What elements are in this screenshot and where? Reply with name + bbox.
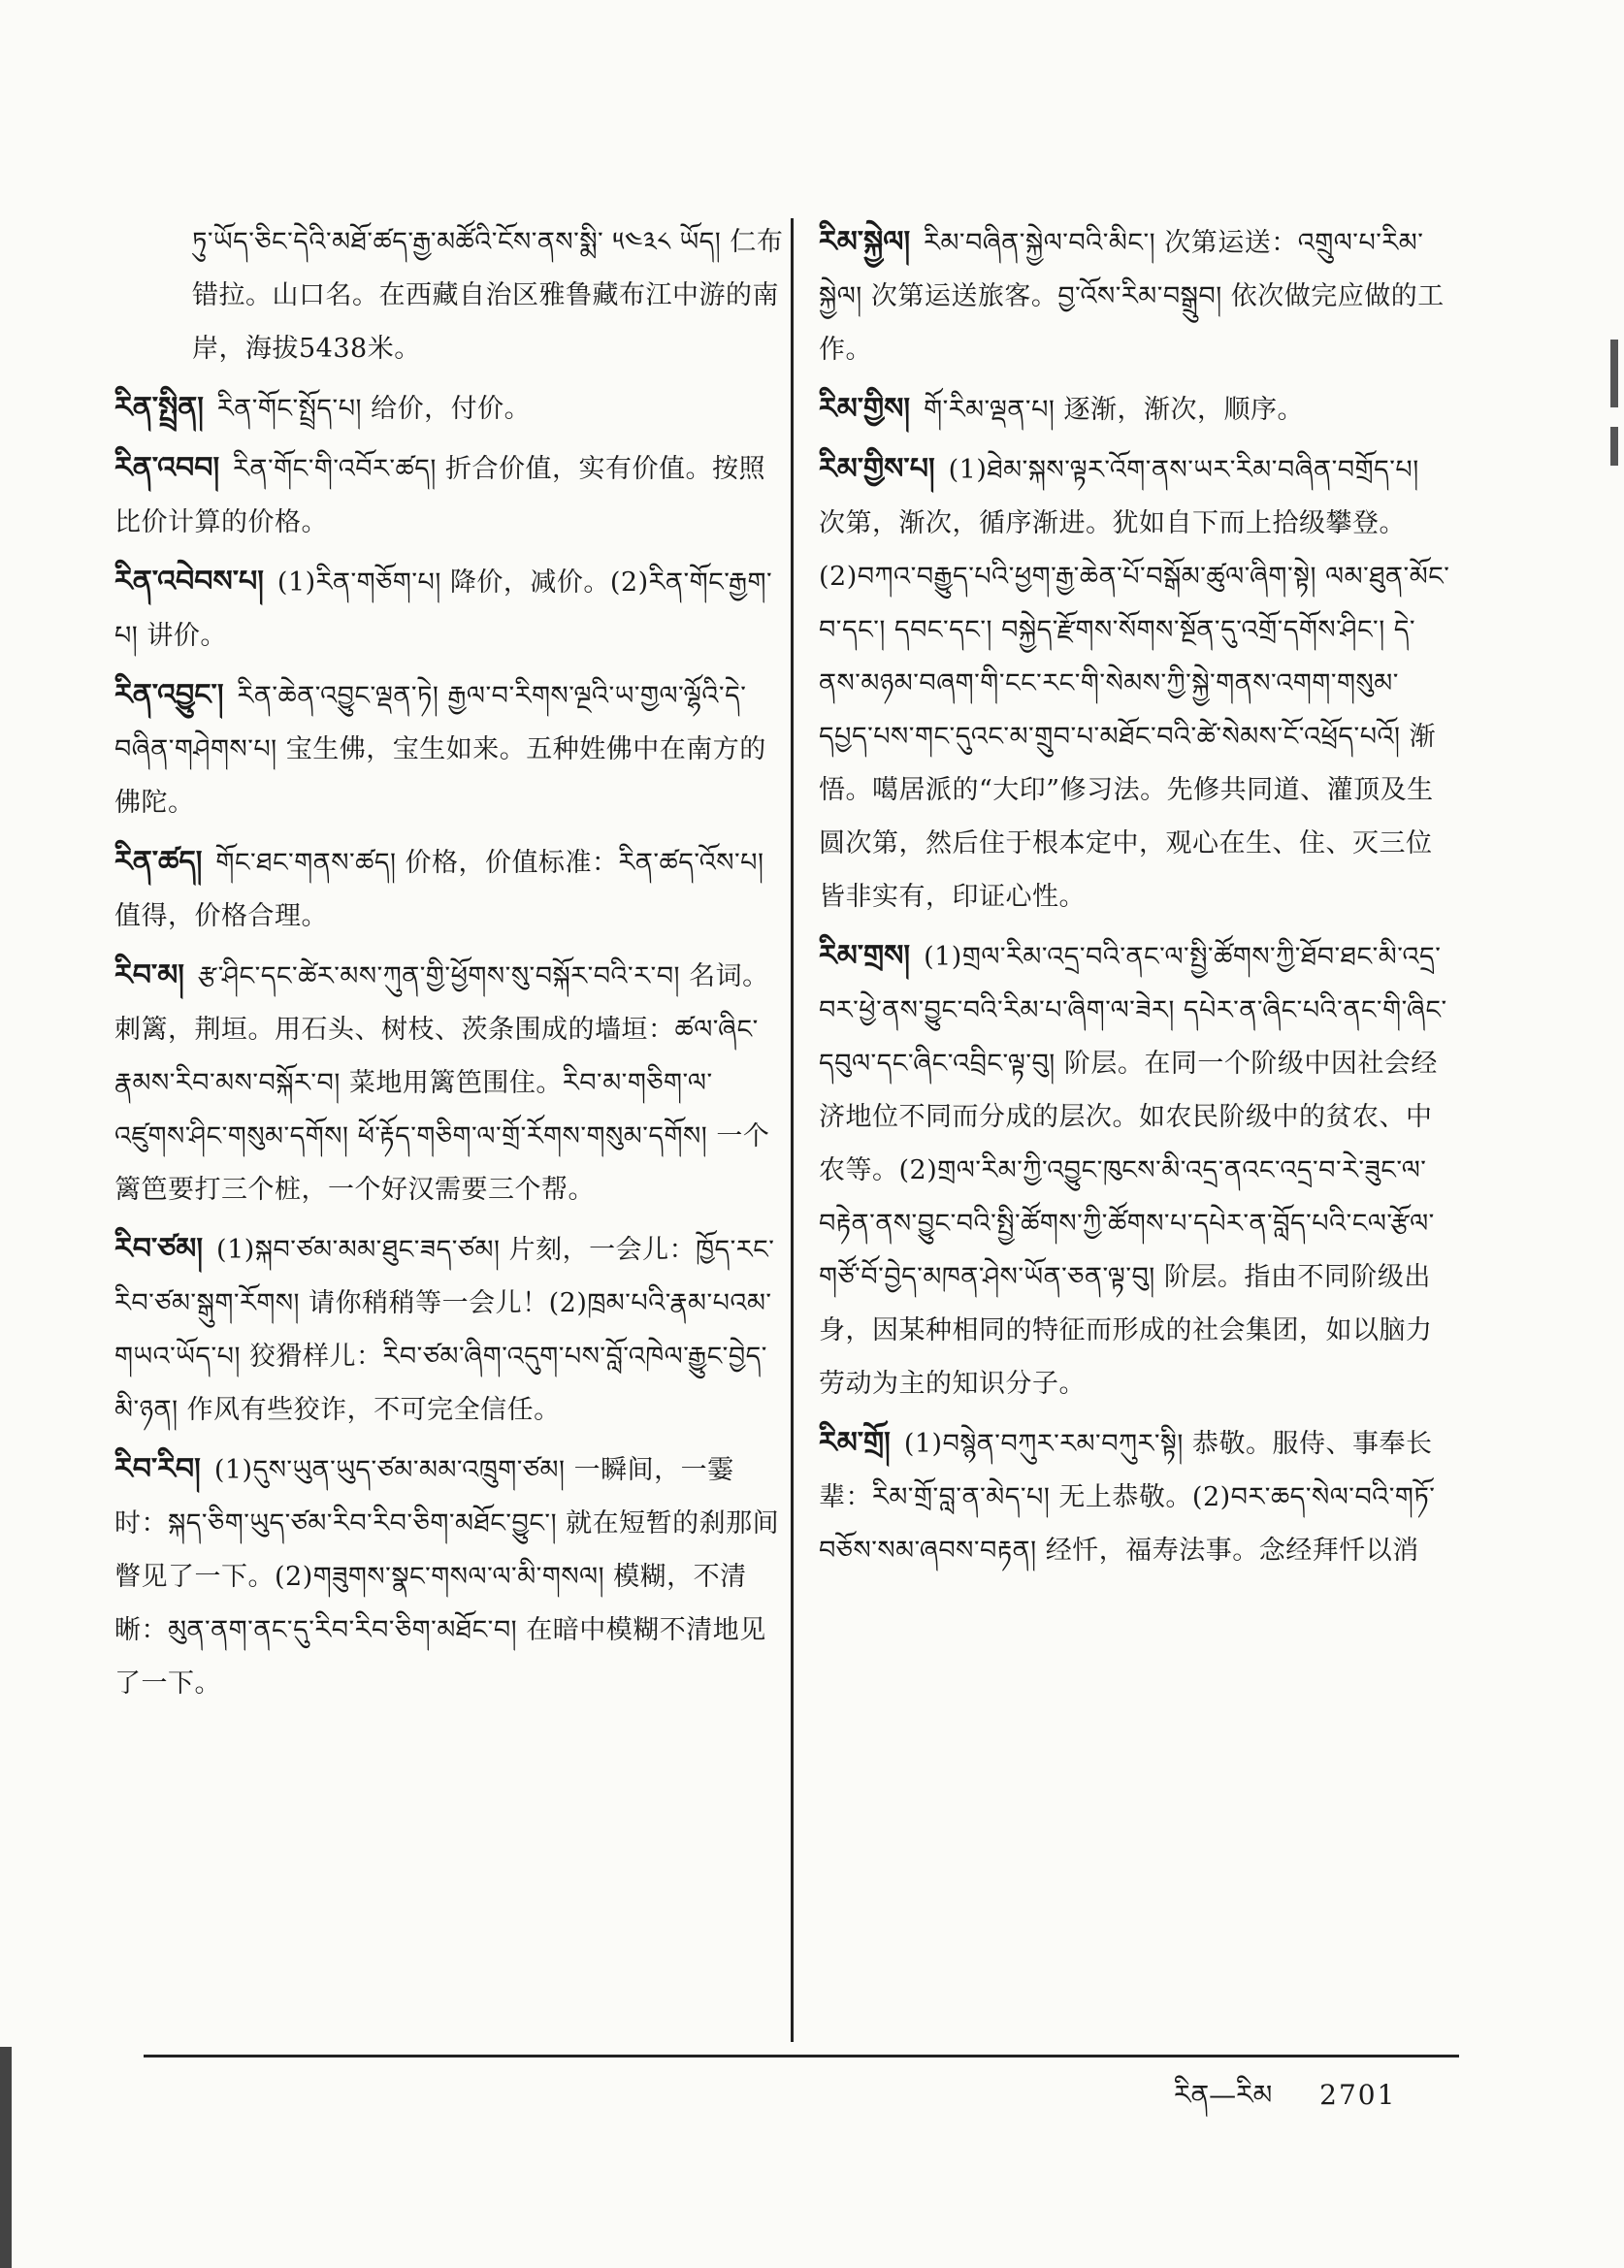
entry-definition: རིམ་བཞིན་སྐྱེལ་བའི་མིང་། 次第运送：འགྲུལ་པ་རིམ་སྐྱེལ། 次第运送旅客。བྱ་འོས་རིམ་བསྒྲུབ། 依次做完应做的工作。 xyxy=(819,228,1445,365)
entry-definition: རྩ་ཤིང་དང་ཚེར་མས་ཀུན་གྱི་ཕྱོགས་སུ་བསྐོར་བའི་ར་བ། 名词。刺篱，荆垣。用石头、树枝、茨条围成的墙垣：ཚལ་ཞིང་རྣམས་རིབ་མས་བསྐོར་བ། 菜地用篱笆围住。རིབ་མ་གཅིག་ལ་འཛུགས་ཤིང་གསུམ་དགོས། ཕོ་རྟོད་གཅིག་ལ་གྲོ་རོགས་གསུམ་དགོས། 一个篱笆要打三个桩，一个好汉需要三个帮。 xyxy=(114,961,770,1205)
entry-definition: གོ་རིམ་ལྡན་པ། 逐渐，渐次，顺序。 xyxy=(924,395,1304,425)
entry-headword: རིབ་རིབ། xyxy=(114,1452,201,1486)
entry-definition: རིན་གོང་གི་འབོར་ཚད། 折合价值，实有价值。按照比价计算的价格。 xyxy=(114,454,765,537)
footer-rule xyxy=(144,2055,1459,2057)
entry-definition: ཏུ་ཡོད་ཅིང་དེའི་མཐོ་ཚད་རྒྱ་མཚོའི་ངོས་ནས་སྨི་ ༥༤༣༨ ཡོད། 仁布错拉。山口名。在西藏自治区雅鲁藏布江中游的南岸，海拔5438米。 xyxy=(192,227,784,364)
entry-definition: རིན་ཆེན་འབྱུང་ལྡན་ཏེ། རྒྱལ་བ་རིགས་ལྔའི་ཡ་གྱལ་ལྷོའི་དེ་བཞིན་གཤེགས་པ། 宝生佛，宝生如来。五种姓佛中在南方的佛陀。 xyxy=(114,681,766,818)
entry-range: རིན—རིམ xyxy=(1174,2079,1273,2111)
entry-headword: རིན་འབབ། xyxy=(114,451,220,485)
entry-headword: རིན་ཚད། xyxy=(114,845,203,879)
entry-headword: རིན་སྤྲིན། xyxy=(114,391,204,425)
entry-headword: རིམ་གྱིས་པ། xyxy=(819,452,935,486)
page-footer xyxy=(1174,2064,1396,2141)
dictionary-entry xyxy=(114,835,786,943)
entry-definition: (1)ཐེམ་སྐས་ལྟར་འོག་ནས་ཡར་རིམ་བཞིན་བགྲོད་པ། 次第，渐次，循序渐进。犹如自下而上拾级攀登。(2)བཀའ་བརྒྱུད་པའི་ཕྱག་རྒྱ་ཆེན་པོ་བསྒོམ་ཚུལ་ཞིག་སྟེ། ལམ་ཐུན་མོང་བ་དང་། དབང་དང་། བསྐྱེད་རྫོགས་སོགས་སྔོན་དུ་འགྲོ་དགོས་ཤིང་། དེ་ནས་མཉམ་བཞག་གི་ངང་རང་གི་སེམས་ཀྱི་སྐྱེ་གནས་འགག་གསུམ་དཔྱད་པས་གང་དུའང་མ་གྲུབ་པ་མཐོང་བའི་ཚེ་སེམས་ངོ་འཕྲོད་པའོ། 渐悟。噶居派的“大印”修习法。先修共同道、灌顶及生圆次第，然后住于根本定中，观心在生、住、灭三位皆非实有，印证心性。 xyxy=(819,455,1450,912)
left-column xyxy=(114,215,786,1716)
entry-definition: (1)བསྙེན་བཀུར་རམ་བཀུར་སྟི། 恭敬。服侍、事奉长辈：རིམ་གྲོ་བླ་ན་མེད་པ། 无上恭敬。(2)བར་ཆད་སེལ་བའི་གཏོ་བཅོས་སམ་ཞབས་བརྟན། 经忏，福寿法事。念经拜忏以消 xyxy=(819,1429,1436,1566)
entry-headword: རིན་འབྱུང་། xyxy=(114,678,224,712)
entry-definition: རིན་གོང་སྤྲོད་པ། 给价，付价。 xyxy=(216,394,532,424)
dictionary-entry xyxy=(114,1222,786,1437)
dictionary-entry xyxy=(114,381,786,436)
entry-definition: (1)རིན་གཅོག་པ། 降价，减价。(2)རིན་གོང་རྒྱག་པ། 讲价。 xyxy=(114,567,773,651)
right-column xyxy=(819,215,1451,1583)
entry-headword: རིབ་ཙམ། xyxy=(114,1232,204,1266)
dictionary-entry xyxy=(114,668,786,829)
dictionary-entry xyxy=(819,215,1451,376)
dictionary-entry xyxy=(819,1416,1451,1577)
dictionary-entry xyxy=(114,555,786,663)
entry-headword: རིམ་གྱིས། xyxy=(819,392,911,426)
entry-definition: (1)དུས་ཡུན་ཡུད་ཙམ་མམ་འཁྲུག་ཙམ། 一瞬间，一霎时：སྐད་ཅིག་ཡུད་ཙམ་རིབ་རིབ་ཅིག་མཐོང་བྱུང་། 就在短暂的刹那间瞥见了一下。(2)གཟུགས་སྣང་གསལ་ལ་མི་གསལ། 模糊，不清晰：མུན་ནག་ནང་དུ་རིབ་རིབ་ཅིག་མཐོང་བ། 在暗中模糊不清地见了一下。 xyxy=(114,1455,780,1699)
entry-headword: རིམ་གྲས། xyxy=(819,939,911,973)
dictionary-entry xyxy=(819,929,1451,1410)
entry-headword: རིམ་གྲོ། xyxy=(819,1426,891,1460)
dictionary-entry xyxy=(114,949,786,1216)
entry-definition: གོང་ཐང་གནས་ཚད། 价格，价值标准：རིན་ཚད་འོས་པ། 值得，价格合理。 xyxy=(114,848,764,931)
margin-mark xyxy=(1610,427,1618,466)
entry-headword: རིབ་མ། xyxy=(114,958,184,992)
entry-definition: (1)གྲལ་རིམ་འདྲ་བའི་ནང་ལ་སྤྱི་ཚོགས་ཀྱི་ཐོབ་ཐང་མི་འདྲ་བར་ཕྱེ་ནས་བྱུང་བའི་རིམ་པ་ཞིག་ལ་ཟེར། དཔེར་ན་ཞིང་པའི་ནང་གི་ཞིང་དབུལ་དང་ཞིང་འབྲིང་ལྟ་བུ། 阶层。在同一个阶级中因社会经济地位不同而分成的层次。如农民阶级中的贫农、中农等。(2)གྲལ་རིམ་ཀྱི་འབྱུང་ཁུངས་མི་འདྲ་ནའང་འདྲ་བ་རེ་ཟུང་ལ་བརྟེན་ནས་བྱུང་བའི་སྤྱི་ཚོགས་ཀྱི་ཚོགས་པ་དཔེར་ན་བློད་པའི་ངལ་རྩོལ་གཙོ་བོ་བྱེད་མཁན་ཤེས་ཡོན་ཅན་ལྟ་བུ། 阶层。指由不同阶级出身，因某种相同的特征而形成的社会集团，如以脑力劳动为主的知识分子。 xyxy=(819,942,1447,1399)
column-divider xyxy=(791,218,794,2042)
dictionary-entry xyxy=(114,215,786,375)
page-number: 2701 xyxy=(1319,2079,1397,2111)
entry-headword: རིམ་སྐྱེལ། xyxy=(819,225,911,259)
entry-definition: (1)སྐབ་ཙམ་མམ་ཐུང་ཟད་ཙམ། 片刻，一会儿：ཁྱོད་རང་རིབ་ཙམ་སྒུག་རོགས། 请你稍稍等一会儿！(2)ཁྲམ་པའི་རྣམ་པའམ་གཡའ་ཡོད་པ། 狡猾样儿：རིབ་ཙམ་ཞིག་འདུག་པས་བློ་འཁེལ་རྒྱུང་བྱེད་མི་ཉན། 作风有些狡诈，不可完全信任。 xyxy=(114,1235,775,1425)
dictionary-entry xyxy=(819,382,1451,437)
entry-headword: རིན་འབེབས་པ། xyxy=(114,565,264,599)
binding-edge xyxy=(0,2047,12,2268)
dictionary-entry xyxy=(114,1442,786,1710)
margin-mark xyxy=(1610,340,1618,407)
dictionary-entry xyxy=(819,442,1451,923)
dictionary-entry xyxy=(114,441,786,549)
